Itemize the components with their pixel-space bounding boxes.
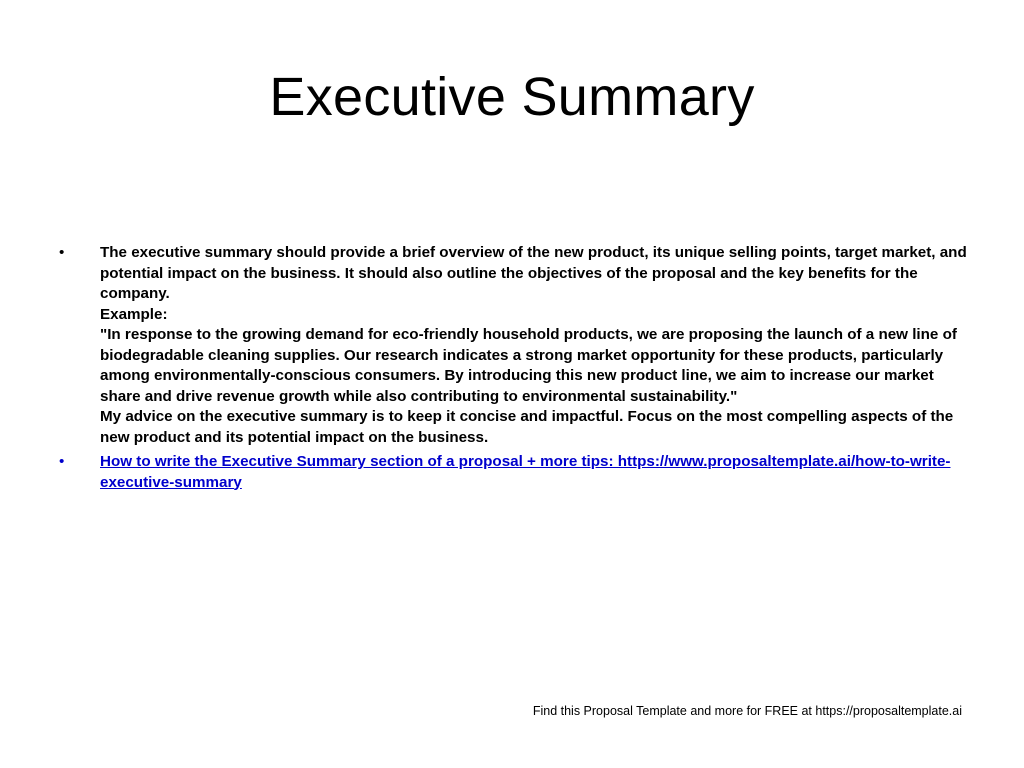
executive-summary-guide-link[interactable]: How to write the Executive Summary section of a proposal + more tips: https://www.proposaltemplate.ai/how-to-write-executive-summary <box>100 453 951 491</box>
bullet-icon: • <box>59 453 65 470</box>
bullet-item-summary <box>56 243 968 448</box>
example-label: Example: <box>100 305 168 323</box>
bullet-icon: • <box>59 244 65 261</box>
bullet-item-link <box>56 452 968 493</box>
footer-text: Find this Proposal Template and more for FREE at https://proposaltemplate.ai <box>532 704 962 718</box>
advice-text: My advice on the executive summary is to keep it concise and impactful. Focus on the most compelling aspects of the new product and its potential impact on the business. <box>100 408 954 446</box>
summary-description: The executive summary should provide a brief overview of the new product, its unique selling points, target market, and potential impact on the business. It should also outline the objectives of the proposal and the key benefits for the company. <box>100 244 967 302</box>
bullet-list <box>56 243 968 497</box>
example-quote: "In response to the growing demand for eco-friendly household products, we are proposing the launch of a new line of biodegradable cleaning supplies. Our research indicates a strong market opportunity for these products, particularly among environmentally-conscious consumers. By introducing this new product line, we aim to increase our market share and drive revenue growth while also contributing to environmental sustainability." <box>100 326 957 405</box>
slide-title: Executive Summary <box>269 67 755 127</box>
